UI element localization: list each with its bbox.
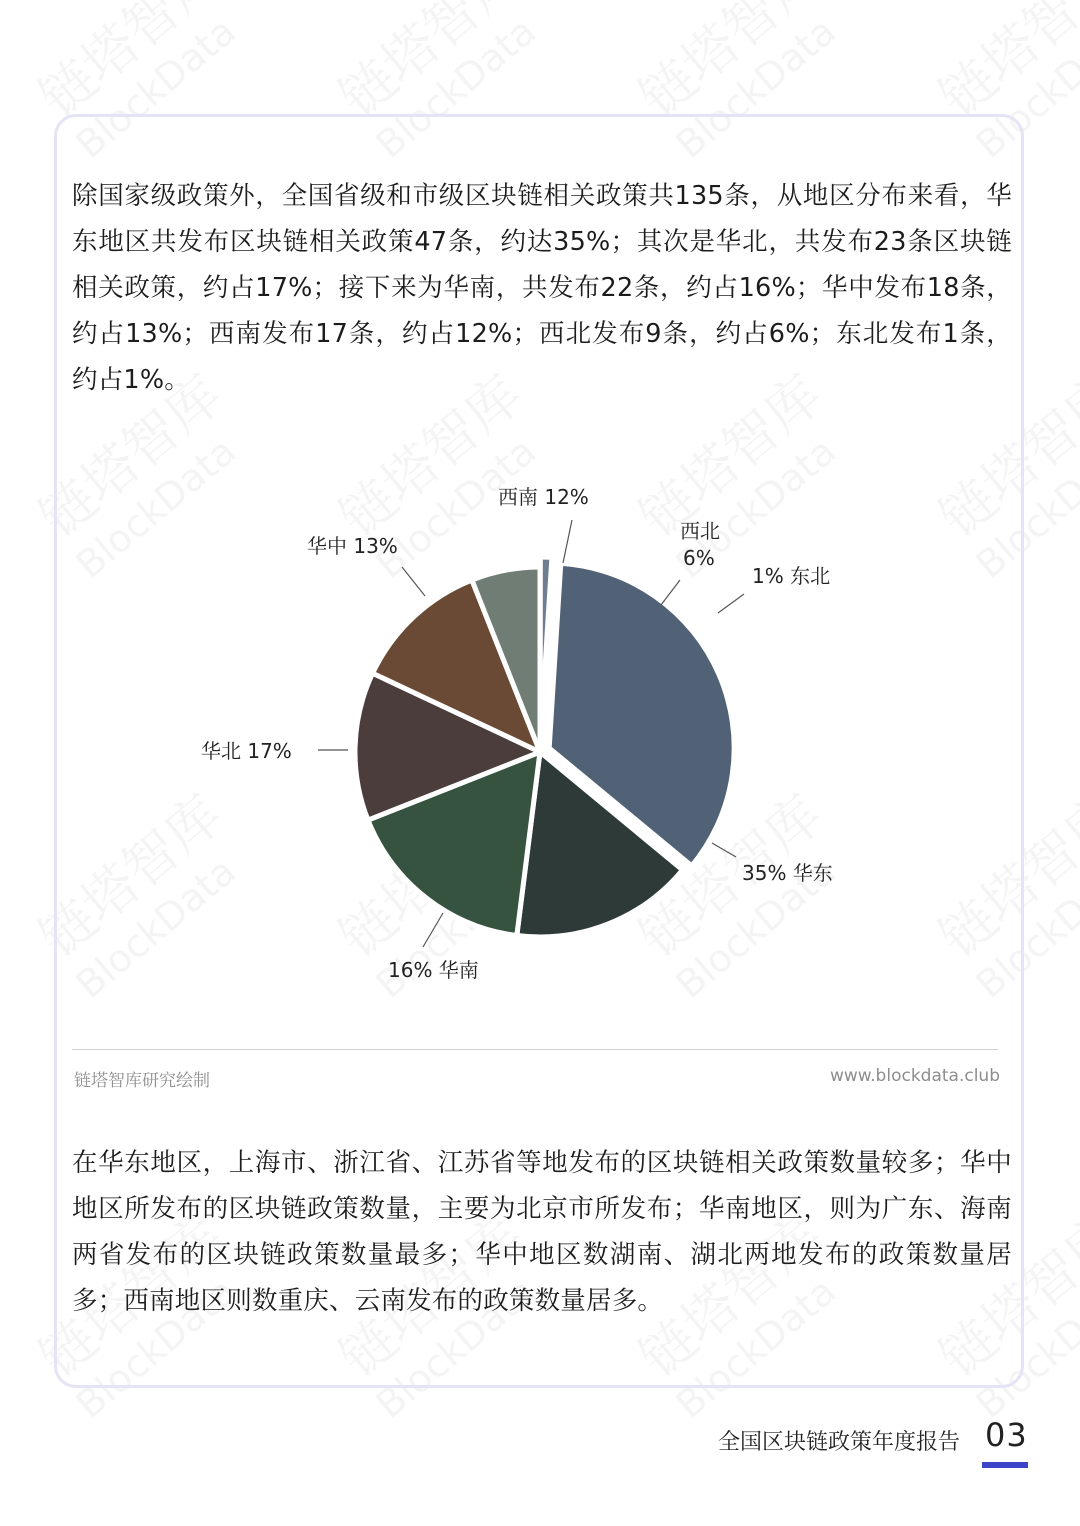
leader-line-huanan	[423, 913, 443, 947]
page-number: 03	[985, 1416, 1028, 1454]
label-dongbei: 1% 东北	[752, 564, 831, 588]
chart-divider	[72, 1049, 998, 1050]
source-url: www.blockdata.club	[830, 1066, 1000, 1086]
label-huabei: 华北 17%	[201, 739, 292, 763]
label-huanan: 16% 华南	[388, 958, 479, 982]
chart-source: 链塔智库研究绘制	[74, 1071, 210, 1091]
page-number-underline	[982, 1462, 1028, 1468]
label-xibei-pct: 6%	[683, 546, 715, 570]
intro-paragraph: 除国家级政策外，全国省级和市级区块链相关政策共135条，从地区分布来看，华东地区共发布区块链相关政策47条，约达35%；其次是华北，共发布23条区块链相关政策，约占17%；接下来为华南，共发布22条，约占16%；华中发布18条，约占13%；西南发布17条，约占12%；西北发布9条，约占6%；东北发布1条，约占1%。	[72, 181, 1012, 395]
leader-line-dongbei	[718, 594, 744, 613]
leader-line-xinan	[563, 520, 572, 563]
label-huazhong: 华中 13%	[307, 534, 398, 558]
label-xibei-name: 西北	[680, 519, 720, 543]
leader-line-huazhong	[402, 567, 425, 596]
leader-line-huadong	[712, 843, 736, 857]
report-title: 全国区块链政策年度报告	[717, 1430, 960, 1455]
label-huadong: 35% 华东	[742, 861, 833, 885]
analysis-paragraph: 在华东地区，上海市、浙江省、江苏省等地发布的区块链相关政策数量较多；华中地区所发布的区块链政策数量，主要为北京市所发布；华南地区，则为广东、海南两省发布的区块链政策数量最多；华中地区数湖南、湖北两地发布的政策数量居多；西南地区则数重庆、云南发布的政策数量居多。	[72, 1148, 1012, 1316]
leader-line-xibei	[661, 580, 680, 605]
label-xinan: 西南 12%	[498, 485, 589, 509]
